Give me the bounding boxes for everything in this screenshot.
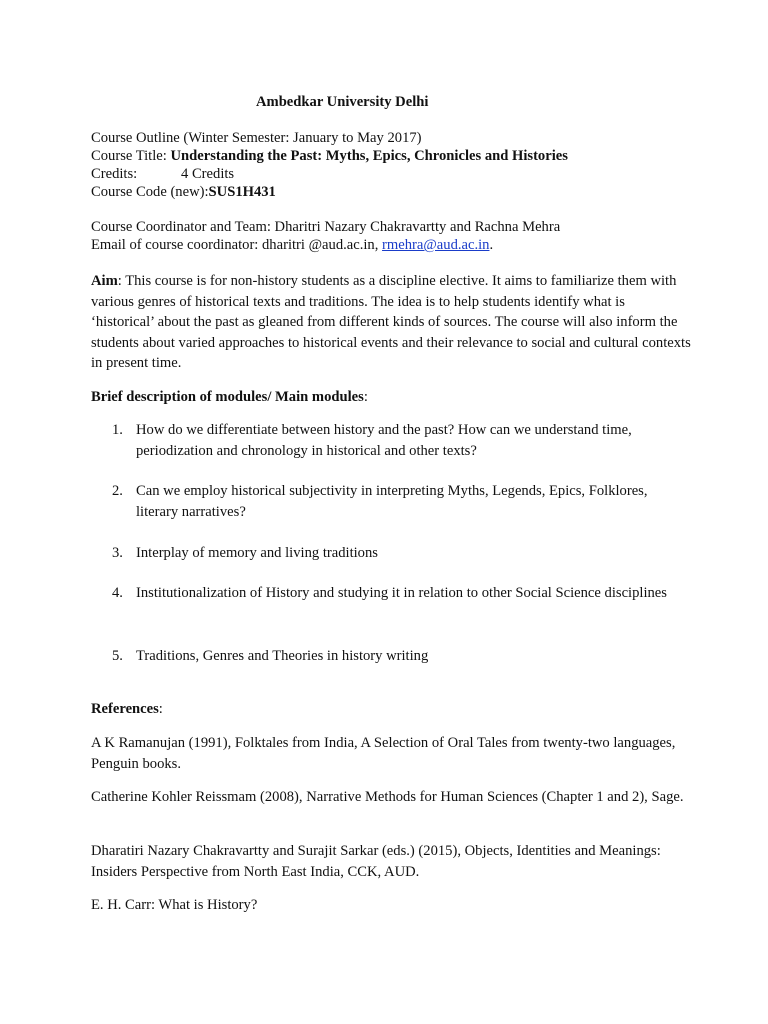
course-code-line	[91, 183, 276, 201]
list-number: 4.	[112, 585, 123, 601]
reference-item: Dharatiri Nazary Chakravartty and Surajit Sarkar (eds.) (2015), Objects, Identities and Meanings: Insiders Perspective from North East India, CCK, AUD.	[91, 843, 661, 880]
list-text: Traditions, Genres and Theories in history writing	[136, 648, 429, 664]
list-number: 5.	[112, 648, 123, 664]
credits-label: Credits:	[91, 166, 138, 182]
list-item	[112, 583, 672, 604]
modules-heading: Brief description of modules/ Main modules	[91, 389, 364, 405]
course-title: Understanding the Past: Myths, Epics, Chronicles and Histories	[170, 148, 568, 164]
list-item	[112, 646, 672, 667]
course-outline: Course Outline (Winter Semester: January to May 2017)	[91, 130, 422, 146]
list-number: 2.	[112, 483, 123, 499]
list-text: Institutionalization of History and studying it in relation to other Social Science disciplines	[136, 585, 667, 601]
list-text: Can we employ historical subjectivity in interpreting Myths, Legends, Epics, Folklores, literary narratives?	[136, 483, 648, 520]
aim-paragraph	[91, 271, 691, 374]
reference-item: E. H. Carr: What is History?	[91, 897, 258, 913]
list-text: Interplay of memory and living traditions	[136, 545, 378, 561]
course-code-label: Course Code (new):	[91, 184, 209, 200]
email-link[interactable]: rmehra@aud.ac.in	[382, 237, 490, 253]
list-text: How do we differentiate between history and the past? How can we understand time, periodization and chronology in historical and other texts?	[136, 422, 632, 459]
modules-heading-line	[91, 388, 368, 406]
modules-heading-colon: :	[363, 389, 368, 405]
references-heading: References	[91, 701, 159, 717]
list-item	[112, 420, 672, 461]
credits-value: 4 Credits	[181, 166, 235, 182]
references-heading-line	[91, 700, 163, 718]
email-line	[91, 236, 493, 254]
email-end: .	[489, 237, 494, 253]
university-title: Ambedkar University Delhi	[256, 94, 429, 110]
reference-item: A K Ramanujan (1991), Folktales from India, A Selection of Oral Tales from twenty-two languages, Penguin books.	[91, 735, 676, 772]
aim-text: : This course is for non-history students as a discipline elective. It aims to familiarize them with various genres of historical texts and traditions. The idea is to help students identify what is ‘historical’ about the past as gleaned from different kinds of sources. The course will also inform the students about varied approaches to historical events and their relevance to social and cultural contexts in present time.	[91, 273, 691, 372]
course-code: SUS1H431	[208, 184, 276, 200]
course-title-label: Course Title:	[91, 148, 171, 164]
credits-line	[91, 165, 391, 183]
aim-label: Aim	[91, 273, 118, 289]
list-number: 1.	[112, 422, 123, 438]
coordinator-line: Course Coordinator and Team: Dharitri Nazary Chakravartty and Rachna Mehra	[91, 219, 561, 235]
references-heading-colon: :	[158, 701, 163, 717]
list-item	[112, 543, 672, 564]
email-label: Email of course coordinator: dharitri @aud.ac.in,	[91, 237, 383, 253]
list-number: 3.	[112, 545, 123, 561]
reference-item: Catherine Kohler Reissmam (2008), Narrative Methods for Human Sciences (Chapter 1 and 2), Sage.	[91, 789, 684, 805]
course-title-line	[91, 147, 568, 165]
list-item	[112, 481, 672, 522]
